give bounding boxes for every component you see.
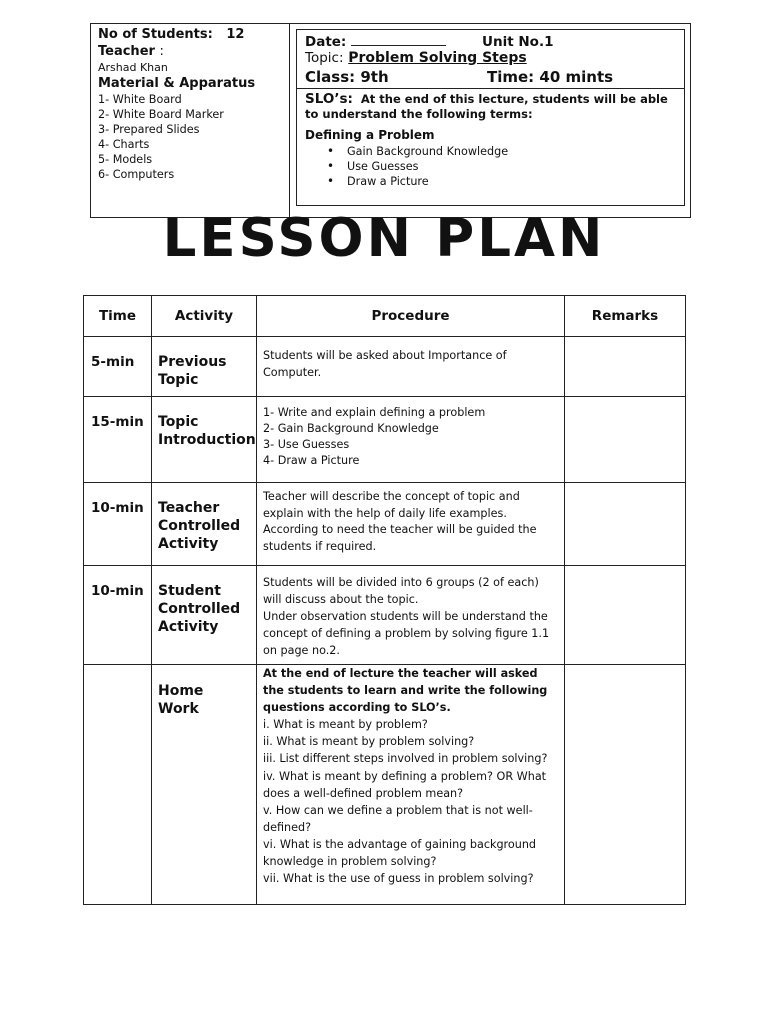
activity-line: Controlled <box>158 601 241 617</box>
table-row <box>84 483 686 566</box>
question-item: vi. What is the advantage of gaining background knowledge in problem solving? <box>263 837 537 869</box>
procedure-line: Students will be divided into 6 groups (2 of each) will discuss about the topic. <box>263 576 539 606</box>
question-item: iv. What is meant by defining a problem? OR What does a well-defined problem mean? <box>263 769 547 800</box>
teacher-line <box>98 43 286 60</box>
time-cell <box>84 665 152 905</box>
remarks-cell <box>565 397 686 483</box>
procedure-line: Under observation students will be understand the concept of defining a problem by solving figure 1.1 on page no.2. <box>263 610 550 657</box>
activity-line: Activity <box>158 536 219 552</box>
teacher-label: Teacher <box>98 44 155 59</box>
procedure-cell <box>257 337 565 397</box>
procedure-line: 2- Gain Background Knowledge <box>263 422 439 435</box>
col-header-time: Time <box>84 296 152 337</box>
activity-line: Activity <box>158 619 219 635</box>
question-item: iii. List different steps involved in problem solving? <box>263 752 548 766</box>
table-row <box>84 566 686 665</box>
procedure-line: 4- Draw a Picture <box>263 454 360 467</box>
class-time-line <box>305 68 614 86</box>
time-label: Time: 40 mints <box>487 68 614 86</box>
activity-line: Controlled <box>158 518 241 534</box>
procedure-line: Teacher will describe the concept of topic and explain with the help of daily life examples. <box>263 490 520 520</box>
lesson-plan-table <box>83 295 686 905</box>
table-row <box>84 665 686 905</box>
topic-label: Topic: <box>305 50 344 66</box>
col-header-remarks: Remarks <box>565 296 686 337</box>
remarks-cell <box>565 665 686 905</box>
activity-line: Topic <box>158 414 199 430</box>
procedure-line: 3- Use Guesses <box>263 438 350 451</box>
material-item: 6- Computers <box>98 168 175 181</box>
unit-label: Unit No.1 <box>482 34 554 50</box>
students-line <box>98 26 286 43</box>
activity-cell <box>152 337 257 397</box>
procedure-cell <box>257 566 565 665</box>
slo-bullets <box>325 144 508 189</box>
slo-bullet: • Gain Background Knowledge <box>325 144 508 159</box>
info-separator <box>297 88 684 89</box>
remarks-cell <box>565 566 686 665</box>
procedure-cell <box>257 483 565 566</box>
question-item: ii. What is meant by problem solving? <box>263 735 475 749</box>
procedure-cell <box>257 665 565 905</box>
question-item: vii. What is the use of guess in problem solving? <box>263 872 534 886</box>
activity-cell <box>152 397 257 483</box>
topic-value: Problem Solving Steps <box>348 50 527 66</box>
date-blank <box>351 33 446 46</box>
date-label: Date: <box>305 34 347 50</box>
topic-line <box>305 50 527 66</box>
activity-cell <box>152 566 257 665</box>
remarks-cell <box>565 483 686 566</box>
activity-line: Previous <box>158 354 227 370</box>
header-box <box>90 23 691 218</box>
materials-title: Material & Apparatus <box>98 76 256 91</box>
slo-text: At the end of this lecture, students will be able to understand the following terms: <box>305 92 668 121</box>
time-cell: 10-min <box>84 566 152 665</box>
activity-line: Topic <box>158 372 199 388</box>
material-item: 5- Models <box>98 153 153 166</box>
time-cell: 5-min <box>84 337 152 397</box>
slo-block <box>305 92 677 122</box>
table-row <box>84 337 686 397</box>
header-left-column <box>98 26 286 182</box>
remarks-cell <box>565 337 686 397</box>
material-item: 2- White Board Marker <box>98 108 224 121</box>
question-item: i. What is meant by problem? <box>263 718 428 732</box>
materials-list <box>98 92 286 182</box>
class-label: Class: 9th <box>305 68 389 86</box>
activity-line: Teacher <box>158 500 220 516</box>
table-row <box>84 397 686 483</box>
students-label: No of Students: <box>98 27 213 42</box>
material-item: 4- Charts <box>98 138 150 151</box>
slo-title: SLO’s: <box>305 91 353 107</box>
teacher-colon: : <box>159 44 164 59</box>
activity-line: Introduction <box>158 432 256 448</box>
material-item: 1- White Board <box>98 93 182 106</box>
procedure-line: According to need the teacher will be guided the students if required. <box>263 523 537 553</box>
time-cell: 15-min <box>84 397 152 483</box>
activity-line: Home <box>158 683 204 699</box>
students-value: 12 <box>226 27 245 42</box>
date-unit-line <box>305 33 553 50</box>
teacher-name: Arshad Khan <box>98 61 168 74</box>
activity-line: Work <box>158 701 199 717</box>
procedure-line: 1- Write and explain defining a problem <box>263 406 486 419</box>
material-item: 3- Prepared Slides <box>98 123 200 136</box>
procedure-intro: At the end of lecture the teacher will asked the students to learn and write the following questions according to SLO’s. <box>263 667 548 715</box>
lesson-info-box <box>296 29 685 206</box>
header-divider <box>289 24 290 217</box>
procedure-cell <box>257 397 565 483</box>
page-title: LESSON PLAN <box>162 208 606 269</box>
slo-bullet: • Draw a Picture <box>325 174 508 189</box>
activity-cell <box>152 665 257 905</box>
time-cell: 10-min <box>84 483 152 566</box>
question-item: v. How can we define a problem that is not well-defined? <box>263 803 533 834</box>
col-header-activity: Activity <box>152 296 257 337</box>
slo-bullet: • Use Guesses <box>325 159 508 174</box>
procedure-line: Students will be asked about Importance of Computer. <box>263 349 507 379</box>
defining-title: Defining a Problem <box>305 128 435 142</box>
table-header-row <box>84 296 686 337</box>
col-header-procedure: Procedure <box>257 296 565 337</box>
activity-cell <box>152 483 257 566</box>
activity-line: Student <box>158 583 221 599</box>
